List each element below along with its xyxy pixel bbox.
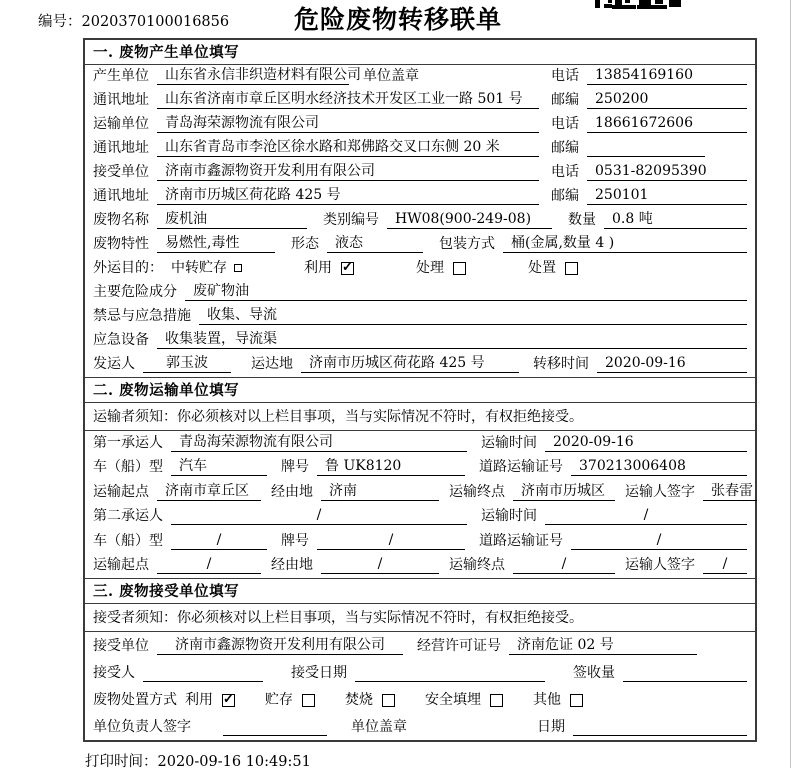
disposal-label: 废物处置方式: [93, 692, 177, 708]
receiver-zip-field: 250101: [587, 187, 747, 205]
row-route2: [85, 554, 755, 579]
license1-field: 370213006408: [571, 458, 747, 476]
category-field: HW08(900-249-08): [387, 211, 552, 229]
permit-label: 经营许可证号: [417, 638, 501, 654]
row-acceptor: [85, 659, 755, 686]
row-disposal: [85, 686, 755, 713]
checkbox-unchecked-icon: [453, 262, 466, 275]
checkbox-option-label: 中转贮存: [171, 260, 227, 276]
receiver-phone-pair: [551, 163, 747, 181]
plate2-field: /: [317, 532, 465, 550]
vehicle2-label: 车（船）型: [93, 532, 163, 549]
row-accept-unit: [85, 632, 755, 659]
serial-label: 编号：: [38, 14, 82, 30]
manifest-form-table: [83, 38, 757, 742]
producer-address-field: 山东省济南市章丘区明水经济技术开发区工业一路 501 号: [157, 91, 539, 109]
receiver-phone-field: 0531-82095390: [587, 163, 747, 181]
qr-code-fragment-icon: [595, 0, 683, 10]
row-carrier1: [85, 431, 755, 456]
checkbox-unchecked-icon: [490, 694, 503, 707]
checkbox-option: [528, 260, 578, 277]
date-field: [573, 735, 747, 736]
checkbox-unchecked-icon: [234, 264, 242, 272]
received-qty-label: 签收量: [573, 665, 615, 681]
producer-zip-pair: [551, 91, 747, 109]
carrier2-label: 第二承运人: [93, 508, 163, 524]
accept-unit-field: 济南市鑫源物资开发利用有限公司: [157, 637, 403, 655]
waste-name-field: 废机油: [157, 211, 307, 229]
checkbox-checked-icon: [341, 262, 354, 275]
sign2-label: 运输人签字: [625, 557, 695, 573]
vehicle1-label: 车（船）型: [93, 459, 163, 475]
date-label: 日期: [537, 719, 565, 735]
section-receiver-title: 三. 废物接受单位填写: [85, 579, 755, 604]
category-label: 类别编号: [323, 212, 379, 228]
origin1-field: 济南市章丘区: [157, 483, 261, 501]
checkbox-option: [425, 692, 503, 709]
carrier1-field: 青岛海荣源物流有限公司: [171, 434, 467, 452]
producer-phone-field: 13854169160: [587, 67, 747, 85]
sign1-label: 运输人签字: [625, 483, 695, 500]
transporter-phone-pair: [551, 115, 747, 133]
shipper-field: 郭玉波: [143, 355, 231, 373]
equipment-label: 应急设备: [93, 332, 149, 348]
transfer-time-field: 2020-09-16: [597, 355, 747, 373]
form-field: 液态: [327, 235, 423, 253]
unit-seal-label: 单位盖章: [363, 68, 419, 84]
receiver-value-field: 济南市鑫源物资开发利用有限公司: [157, 163, 539, 181]
transporter-address-field: 山东省青岛市李沧区徐水路和郑佛路交叉口东侧 20 米: [157, 139, 539, 157]
plate2-label: 牌号: [281, 532, 309, 549]
via1-label: 经由地: [271, 483, 313, 500]
vehicle2-field: /: [171, 532, 267, 550]
end1-label: 运输终点: [449, 483, 505, 500]
checkbox-option-label: 处理: [416, 260, 444, 276]
checkbox-option-label: 贮存: [265, 692, 293, 708]
zip-label: 邮编: [551, 92, 579, 108]
checkbox-option: [171, 260, 242, 277]
characteristic-field: 易燃性,毒性: [157, 235, 275, 253]
shipper-label: 发运人: [93, 356, 135, 372]
via2-label: 经由地: [271, 557, 313, 573]
checkbox-option: [416, 260, 466, 277]
producer-label: 产生单位: [93, 68, 149, 84]
carrier1-label: 第一承运人: [93, 434, 163, 451]
vehicle1-field: 汽车: [171, 458, 267, 476]
characteristic-label: 废物特性: [93, 236, 149, 252]
purpose-options: [171, 260, 640, 277]
transport-time1-label: 运输时间: [481, 434, 537, 451]
quantity-label: 数量: [568, 212, 596, 228]
sign2-field: /: [703, 556, 747, 574]
row-vehicle2: [85, 529, 755, 554]
zip-label: 邮编: [551, 140, 579, 156]
checkbox-option: [265, 692, 315, 709]
carrier2-field: /: [171, 507, 467, 525]
receiver-address-field: 济南市历城区荷花路 425 号: [157, 187, 539, 205]
row-responsible-sign: [85, 713, 755, 740]
section-transport-title: 二. 废物运输单位填写: [85, 378, 755, 403]
address-label: 通讯地址: [93, 140, 149, 156]
checkbox-unchecked-icon: [302, 694, 315, 707]
license1-label: 道路运输证号: [479, 459, 563, 475]
page-title: 危险废物转移联单: [293, 5, 502, 34]
row-route1: [85, 480, 755, 505]
address-label: 通讯地址: [93, 188, 149, 204]
received-qty-field: [623, 681, 747, 682]
checkbox-option-label: 利用: [304, 260, 332, 276]
quantity-field: 0.8 吨: [604, 211, 747, 229]
permit-field: 济南危证 02 号: [509, 637, 697, 655]
checkbox-option: [304, 260, 354, 277]
taboo-field: 收集、导流: [199, 307, 747, 325]
form-label: 形态: [291, 236, 319, 252]
transport-time1-field: 2020-09-16: [545, 434, 747, 452]
page-right-edge: [790, 0, 791, 768]
waste-name-label: 废物名称: [93, 212, 149, 228]
end2-field: /: [513, 556, 615, 574]
sign1-field: 张春雷: [703, 483, 757, 501]
checkbox-option: [345, 692, 395, 709]
accept-date-field: [355, 681, 545, 682]
checkbox-option-label: 其他: [533, 692, 561, 708]
checkbox-option-label: 安全填埋: [425, 692, 481, 708]
row-carrier2: [85, 505, 755, 530]
row-transporter-address: [85, 137, 755, 161]
zip-label: 邮编: [551, 188, 579, 204]
producer-zip-field: 250200: [587, 91, 747, 109]
receiver-zip-pair: [551, 187, 747, 205]
hazard-field: 废矿物油: [185, 283, 747, 301]
row-hazard: [85, 281, 755, 305]
phone-label: 电话: [551, 68, 579, 84]
end2-label: 运输终点: [449, 557, 505, 573]
row-producer-address: [85, 89, 755, 113]
checkbox-checked-icon: [222, 694, 235, 707]
section-transport: [85, 377, 755, 578]
row-waste-characteristic: [85, 233, 755, 257]
section-receiver: [85, 578, 755, 740]
row-purpose: [85, 257, 755, 281]
taboo-label: 禁忌与应急措施: [93, 308, 191, 324]
row-equipment: [85, 329, 755, 353]
serial-value: 2020370100016856: [81, 14, 230, 30]
transport-notice: 运输者须知：你必须核对以上栏目事项，当与实际情况不符时，有权拒绝接受。: [85, 403, 755, 431]
transporter-zip-pair: [551, 140, 747, 157]
via1-field: 济南: [321, 483, 439, 501]
transport-time2-field: /: [545, 507, 747, 525]
checkbox-option-label: 焚烧: [345, 692, 373, 708]
address-label: 通讯地址: [93, 92, 149, 108]
plate1-field: 鲁 UK8120: [317, 458, 465, 476]
checkbox-option-label: 利用: [185, 692, 213, 708]
license2-field: /: [571, 532, 747, 550]
row-shipper: [85, 353, 755, 377]
origin1-label: 运输起点: [93, 483, 149, 500]
unit-seal-label: 单位盖章: [351, 719, 407, 735]
print-time-label: 打印时间：: [85, 754, 158, 770]
purpose-label: 外运目的：: [93, 260, 163, 276]
equipment-field: 收集装置，导流渠: [157, 331, 747, 349]
row-waste-name: [85, 209, 755, 233]
section-producer-title: 一. 废物产生单位填写: [85, 40, 755, 65]
accept-date-label: 接受日期: [291, 665, 347, 681]
section-producer: [85, 40, 755, 377]
destination-label: 运达地: [251, 356, 293, 372]
producer-value-field: 山东省永信非织造材料有限公司: [157, 67, 349, 85]
accept-unit-label: 接受单位: [93, 638, 149, 654]
plate1-label: 牌号: [281, 459, 309, 475]
responsible-sign-field: [223, 735, 327, 736]
row-transporter: [85, 113, 755, 137]
packaging-field: 桶(金属,数量 4 ): [503, 235, 747, 253]
transporter-label: 运输单位: [93, 116, 149, 132]
checkbox-option-label: 处置: [528, 260, 556, 276]
checkbox-unchecked-icon: [570, 694, 583, 707]
checkbox-option: [533, 692, 583, 709]
origin2-field: /: [157, 556, 261, 574]
phone-label: 电话: [551, 164, 579, 180]
row-receiver: [85, 161, 755, 185]
transporter-value-field: 青岛海荣源物流有限公司: [157, 115, 539, 133]
checkbox-option: [185, 692, 235, 709]
receiver-label: 接受单位: [93, 164, 149, 180]
checkbox-unchecked-icon: [382, 694, 395, 707]
acceptor-label: 接受人: [93, 665, 135, 681]
packaging-label: 包装方式: [439, 236, 495, 252]
transporter-zip-field: [587, 156, 705, 157]
transporter-phone-field: 18661672606: [587, 115, 747, 133]
row-receiver-address: [85, 185, 755, 209]
license2-label: 道路运输证号: [479, 532, 563, 549]
print-time-value: 2020-09-16 10:49:51: [157, 754, 311, 770]
destination-field: 济南市历城区荷花路 425 号: [301, 355, 519, 373]
phone-label: 电话: [551, 116, 579, 132]
row-producer: [85, 65, 755, 89]
transport-time2-label: 运输时间: [481, 508, 537, 524]
receiver-notice: 接受者须知：你必须核对以上栏目事项，当与实际情况不符时，有权拒绝接受。: [85, 604, 755, 632]
acceptor-field: [143, 681, 263, 682]
row-vehicle1: [85, 456, 755, 481]
producer-phone-pair: [551, 67, 747, 85]
disposal-options: [185, 692, 613, 709]
checkbox-unchecked-icon: [565, 262, 578, 275]
responsible-sign-label: 单位负责人签字: [93, 719, 191, 735]
hazard-label: 主要危险成分: [93, 284, 177, 300]
origin2-label: 运输起点: [93, 557, 149, 573]
end1-field: 济南市历城区: [513, 483, 615, 501]
transfer-time-label: 转移时间: [533, 356, 589, 372]
row-taboo: [85, 305, 755, 329]
via2-field: /: [321, 556, 439, 574]
